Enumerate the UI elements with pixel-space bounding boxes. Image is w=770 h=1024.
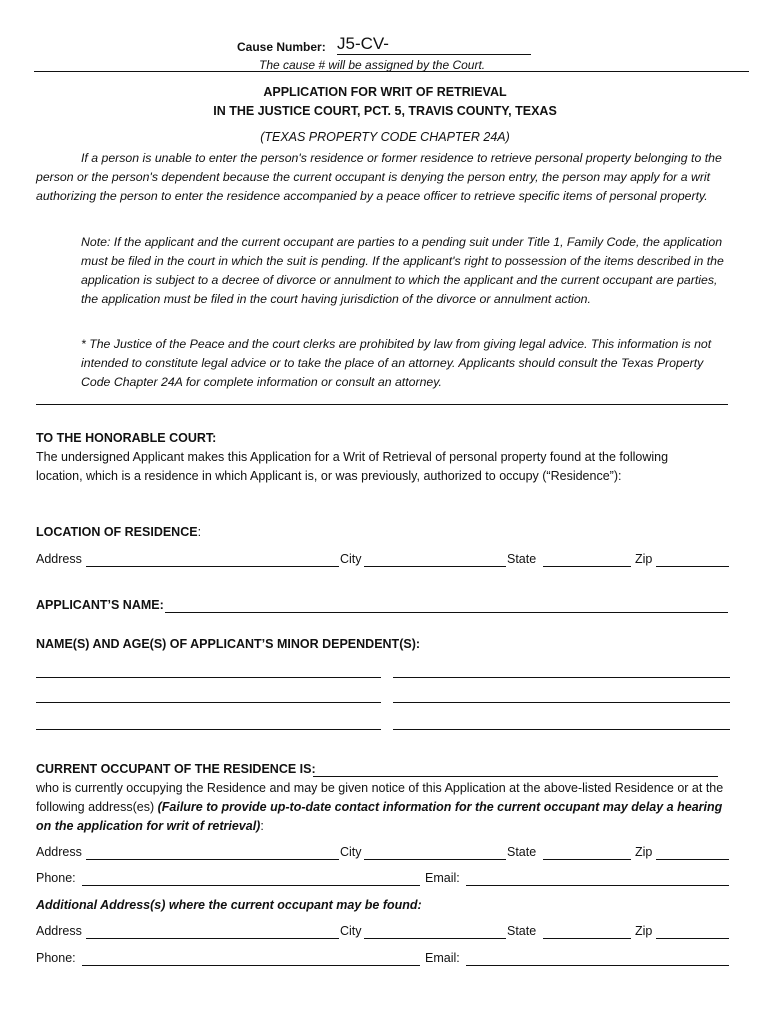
occupant-address-field[interactable] xyxy=(86,859,339,860)
location-city-field[interactable] xyxy=(364,566,506,567)
dependent-field-2a[interactable] xyxy=(36,702,381,703)
additional-phone-label: Phone: xyxy=(36,951,76,965)
additional-state-label: State xyxy=(507,924,537,938)
cause-number-label: Cause Number: xyxy=(237,40,326,54)
occupant-zip-label: Zip xyxy=(635,845,653,859)
location-city-label: City xyxy=(340,552,362,566)
occupant-city-field[interactable] xyxy=(364,859,506,860)
occupant-body xyxy=(36,779,736,836)
occupant-body-warning: (Failure to provide up-to-date contact information for the current occupant may delay a hearing on the application for writ of retrieval) xyxy=(36,800,723,833)
occupant-state-field[interactable] xyxy=(543,859,631,860)
cause-number-underline xyxy=(337,54,531,55)
occupant-heading: CURRENT OCCUPANT OF THE RESIDENCE IS: xyxy=(36,762,316,776)
cause-number-note: The cause # will be assigned by the Court. xyxy=(259,58,486,72)
note-paragraph: Note: If the applicant and the current occupant are parties to a pending suit under Title 1, Family Code, the application must be filed in the court in which the suit is pending. If the applicant's right to possession of the items described in the application is subject to a decree of divorce or annulment to which the applicant and the current occupant are parties, the application must be filed in the court having jurisdiction of the divorce or annulment action. xyxy=(81,235,724,306)
dependent-field-3b[interactable] xyxy=(393,729,730,730)
location-heading: LOCATION OF RESIDENCE xyxy=(36,525,198,539)
court-body: The undersigned Applicant makes this Application for a Writ of Retrieval of personal property found at the following location, which is a residence in which Applicant is, or was previously, authorized to occupy (“Residence”): xyxy=(36,450,669,483)
cause-number-value[interactable]: J5-CV- xyxy=(337,34,389,53)
occupant-state-label: State xyxy=(507,845,537,859)
location-state-label: State xyxy=(507,552,537,566)
location-address-field[interactable] xyxy=(86,566,339,567)
form-title-line2: IN THE JUSTICE COURT, PCT. 5, TRAVIS COUNTY, TEXAS xyxy=(213,104,557,118)
location-state-field[interactable] xyxy=(543,566,631,567)
additional-phone-field[interactable] xyxy=(82,965,420,966)
form-subtitle: (TEXAS PROPERTY CODE CHAPTER 24A) xyxy=(260,130,510,144)
dependents-heading: NAME(S) AND AGE(S) OF APPLICANT’S MINOR DEPENDENT(S): xyxy=(36,637,421,651)
dependent-field-1a[interactable] xyxy=(36,677,381,678)
additional-email-label: Email: xyxy=(425,951,460,965)
additional-address-label: Address xyxy=(36,924,82,938)
applicant-name-field[interactable] xyxy=(165,612,728,613)
additional-city-field[interactable] xyxy=(364,938,506,939)
occupant-phone-label: Phone: xyxy=(36,871,76,885)
applicant-name-label: APPLICANT’S NAME: xyxy=(36,598,164,612)
dependent-field-2b[interactable] xyxy=(393,702,730,703)
occupant-name-field[interactable] xyxy=(313,776,718,777)
form-title-line1: APPLICATION FOR WRIT OF RETRIEVAL xyxy=(263,85,507,99)
dependent-field-1b[interactable] xyxy=(393,677,730,678)
occupant-email-field[interactable] xyxy=(466,885,729,886)
dependent-field-3a[interactable] xyxy=(36,729,381,730)
location-address-label: Address xyxy=(36,552,82,566)
intro-paragraph: If a person is unable to enter the person's residence or former residence to retrieve personal property belonging to the person or the person's dependent because the current occupant is denying the person entry, the person may apply for a writ authorizing the person to enter the residence accompanied by a peace officer to retrieve specific items of personal property. xyxy=(36,151,722,203)
additional-zip-label: Zip xyxy=(635,924,653,938)
occupant-city-label: City xyxy=(340,845,362,859)
section-divider xyxy=(36,404,728,405)
additional-address-heading: Additional Address(s) where the current occupant may be found: xyxy=(36,898,422,912)
occupant-body-text: who is currently occupying the Residence and may be given notice of this Application at the above-listed Residence or at the following address(es) xyxy=(36,781,724,814)
location-heading-row xyxy=(36,525,201,539)
disclaimer-paragraph: * The Justice of the Peace and the court clerks are prohibited by law from giving legal advice. This information is not intended to constitute legal advice or to take the place of an attorney. Applicants should consult the Texas Property Code Chapter 24A for complete information or consult an attorney. xyxy=(81,337,712,389)
occupant-phone-field[interactable] xyxy=(82,885,420,886)
location-zip-field[interactable] xyxy=(656,566,729,567)
location-zip-label: Zip xyxy=(635,552,653,566)
occupant-address-label: Address xyxy=(36,845,82,859)
additional-state-field[interactable] xyxy=(543,938,631,939)
location-heading-colon: : xyxy=(197,525,202,539)
additional-email-field[interactable] xyxy=(466,965,729,966)
additional-address-field[interactable] xyxy=(86,938,339,939)
court-heading: TO THE HONORABLE COURT: xyxy=(36,431,217,445)
occupant-body-end: : xyxy=(260,819,264,833)
additional-city-label: City xyxy=(340,924,362,938)
occupant-zip-field[interactable] xyxy=(656,859,729,860)
occupant-email-label: Email: xyxy=(425,871,460,885)
additional-zip-field[interactable] xyxy=(656,938,729,939)
